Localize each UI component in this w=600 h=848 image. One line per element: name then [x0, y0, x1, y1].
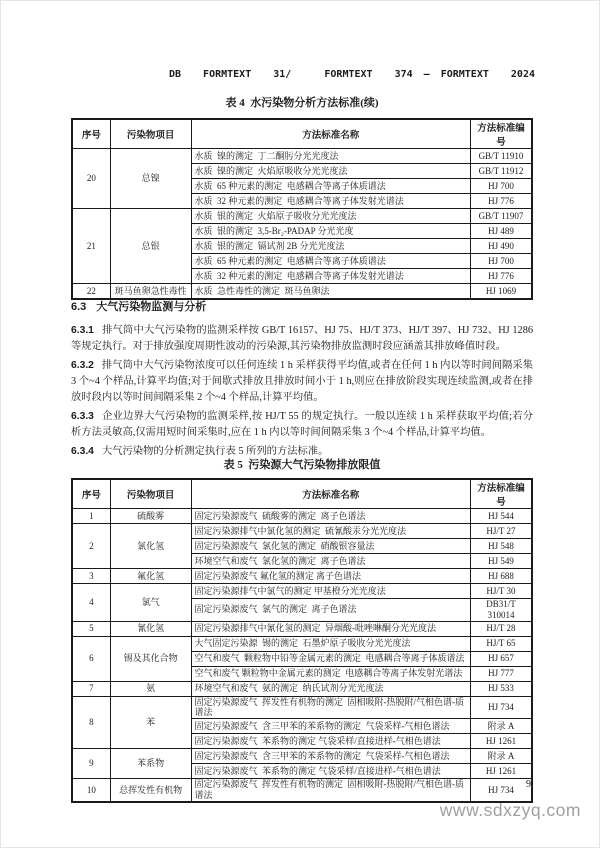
method-code: HJ 1261	[470, 764, 532, 779]
method-name: 水质 镍的测定 丁二酮肟分光光度法	[191, 149, 470, 164]
row-number: 6	[72, 636, 110, 681]
method-code: HJ 1069	[470, 284, 532, 300]
method-code: HJ 533	[470, 681, 532, 696]
section-heading	[71, 298, 533, 314]
table-row	[72, 636, 532, 651]
table-row	[72, 509, 532, 524]
method-name: 固定污染源排气中氯化氢的测定 硫氰酸汞分光光度法	[191, 524, 470, 539]
method-name: 固定污染源废气 含三甲苯的苯系物的测定 气袋采样-气相色谱法	[191, 749, 470, 764]
column-header-item: 污染物项目	[110, 479, 191, 509]
method-code: HJ 657	[470, 651, 532, 666]
column-header-no: 序号	[72, 479, 110, 509]
method-name: 固定污染源废气 苯系物的测定 气袋采样/直接进样-气相色谱法	[191, 734, 470, 749]
method-code: HJ 544	[470, 509, 532, 524]
method-code: GB/T 11910	[470, 149, 532, 164]
row-number: 1	[72, 509, 110, 524]
method-name: 空气和废气 颗粒物中金属元素的测定 电感耦合等离子体发射光谱法	[191, 666, 470, 681]
method-code: HJ/T 28	[470, 621, 532, 636]
method-code: HJ 734	[470, 779, 532, 802]
column-header-name: 方法标准名称	[191, 479, 470, 509]
table-row	[72, 621, 532, 636]
watermark-text: www.sdxzyq.com	[439, 800, 581, 820]
method-code: HJ 776	[470, 194, 532, 209]
pollutant-item: 斑马鱼卵急性毒性	[110, 284, 191, 300]
pollutant-item: 总银	[110, 209, 191, 284]
table-row	[72, 584, 532, 599]
pollutant-item: 氟化氢	[110, 569, 191, 584]
method-name: 水质 银的测定 镉试剂 2B 分光光度法	[191, 239, 470, 254]
row-number: 10	[72, 779, 110, 802]
pollutant-item: 氰化氢	[110, 621, 191, 636]
document-code: DB FORMTEXT 31/ FORMTEXT 374 — FORMTEXT 2024	[168, 69, 535, 80]
method-name: 空气和废气 颗粒物中铅等金属元素的测定 电感耦合等离子体质谱法	[191, 651, 470, 666]
pollutant-item: 苯系物	[110, 749, 191, 779]
method-code: HJ 490	[470, 239, 532, 254]
method-name: 固定污染源排气中氰化氢的测定 异烟酸-吡唑啉酮分光光度法	[191, 621, 470, 636]
method-code: GB/T 11912	[470, 164, 532, 179]
method-code: HJ 734	[470, 696, 532, 719]
method-code: HJ 776	[470, 269, 532, 284]
table-header-row	[72, 479, 532, 509]
section-6-3	[71, 298, 533, 463]
method-name: 水质 65 种元素的测定 电感耦合等离子体质谱法	[191, 254, 470, 269]
method-name: 环境空气和废气 氨的测定 纳氏试剂分光光度法	[191, 681, 470, 696]
clause-paragraph	[71, 323, 533, 355]
clause-paragraph	[71, 409, 533, 441]
method-name: 水质 32 种元素的测定 电感耦合等离子体发射光谱法	[191, 269, 470, 284]
table-row	[72, 149, 532, 164]
section-title: 大气污染物监测与分析	[96, 301, 207, 313]
method-name: 水质 急性毒性的测定 斑马鱼卵法	[191, 284, 470, 300]
table-row	[72, 749, 532, 764]
pollutant-item: 锡及其化合物	[110, 636, 191, 681]
method-name: 固定污染源废气 挥发性有机物的测定 固相吸附-热脱附/气相色谱-质谱法	[191, 696, 470, 719]
row-number: 21	[72, 209, 110, 284]
row-number: 3	[72, 569, 110, 584]
method-code: HJ/T 27	[470, 524, 532, 539]
column-header-item: 污染物项目	[110, 119, 191, 149]
column-header-name: 方法标准名称	[191, 119, 470, 149]
pollutant-item: 总镍	[110, 149, 191, 209]
method-name: 大气固定污染源 锡的测定 石墨炉原子吸收分光光度法	[191, 636, 470, 651]
method-code: GB/T 11907	[470, 209, 532, 224]
method-code: HJ 688	[470, 569, 532, 584]
column-header-code: 方法标准编号	[470, 479, 532, 509]
clause-text: 企业边界大气污染物的监测采样,按 HJ/T 55 的规定执行。一般以连续 1 h 采样获取平均值;若分析方法灵敏高,仅需用短时间采集时,应在 1 h 内以等时间间隔采集 3 个~4 个样品,计算平均值。	[71, 411, 533, 438]
method-code: HJ 548	[470, 539, 532, 554]
clause-text: 排气筒中大气污染物的监测采样按 GB/T 16157、HJ 75、HJ/T 373、HJ/T 397、HJ 732、HJ 1286 等规定执行。对于排放强度周期性波动的污染源,其污染物排放监测时段应涵盖其排放峰值时段。	[71, 325, 533, 352]
method-code: HJ 777	[470, 666, 532, 681]
method-name: 水质 银的测定 3,5-Br₂-PADAP 分光光度	[191, 224, 470, 239]
method-name: 水质 镍的测定 火焰原吸收分光光度法	[191, 164, 470, 179]
method-code: DB31/T 310014	[470, 599, 532, 622]
table-header-row	[72, 119, 532, 149]
table-row	[72, 569, 532, 584]
pollutant-item: 氯化氢	[110, 524, 191, 569]
row-number: 7	[72, 681, 110, 696]
method-name: 固定污染源废气 硫酸雾的测定 离子色谱法	[191, 509, 470, 524]
water-pollutant-methods-table	[71, 118, 533, 300]
row-number: 5	[72, 621, 110, 636]
clause-paragraph	[71, 358, 533, 406]
table-row	[72, 284, 532, 300]
method-name: 水质 65 种元素的测定 电感耦合等离子体质谱法	[191, 179, 470, 194]
pollutant-item: 总挥发性有机物	[110, 779, 191, 802]
table-row	[72, 524, 532, 539]
column-header-code: 方法标准编号	[470, 119, 532, 149]
pollutant-item: 硫酸雾	[110, 509, 191, 524]
table5-title: 表 5 污染源大气污染物排放限值	[223, 459, 381, 471]
page-number: 9	[526, 779, 531, 790]
clause-list	[71, 323, 533, 460]
table4-title: 表 4 水污染物分析方法标准(续)	[225, 97, 379, 109]
method-name: 固定污染源废气 氟化氢的测定 离子色谱法	[191, 569, 470, 584]
table-row	[72, 681, 532, 696]
method-code: HJ 489	[470, 224, 532, 239]
table-row	[72, 696, 532, 719]
section-number: 6.3	[71, 301, 87, 313]
method-name: 固定污染源废气 苯系物的测定 气袋采样/直接进样-气相色谱法	[191, 764, 470, 779]
row-number: 8	[72, 696, 110, 749]
clause-text: 大气污染物的分析测定执行表 5 所列的方法标准。	[101, 446, 329, 457]
table-row	[72, 209, 532, 224]
method-code: HJ 549	[470, 554, 532, 569]
pollutant-item: 苯	[110, 696, 191, 749]
row-number: 20	[72, 149, 110, 209]
row-number: 4	[72, 584, 110, 622]
method-code: HJ/T 30	[470, 584, 532, 599]
method-code: HJ/T 65	[470, 636, 532, 651]
method-code: HJ 700	[470, 254, 532, 269]
column-header-no: 序号	[72, 119, 110, 149]
method-code: 附录 A	[470, 719, 532, 734]
method-code: HJ 700	[470, 179, 532, 194]
row-number: 2	[72, 524, 110, 569]
row-number: 22	[72, 284, 110, 300]
method-name: 环境空气和废气 氯化氢的测定 离子色谱法	[191, 554, 470, 569]
method-code: HJ 1261	[470, 734, 532, 749]
clause-number: 6.3.3	[71, 411, 94, 422]
clause-number: 6.3.4	[71, 446, 94, 457]
method-name: 水质 银的测定 火焰原子吸收分光光度法	[191, 209, 470, 224]
row-number: 9	[72, 749, 110, 779]
clause-text: 排气筒中大气污染物浓度可以任何连续 1 h 采样获得平均值,或者在任何 1 h 内以等时间间隔采集 3 个~4 个样品,计算平均值;对于间歇式排放且排放时间小于 1 h,则应在排放阶段实现连续监测,或者在排放时段内以等时间间隔采集 2 个~4 个样品,计算平均值。	[71, 360, 533, 403]
method-name: 固定污染源排气中氯气的测定 甲基橙分光光度法	[191, 584, 470, 599]
clause-number: 6.3.1	[71, 325, 94, 336]
air-pollutant-limits-table	[71, 478, 533, 803]
method-name: 固定污染源废气 氯化氢的测定 硝酸银容量法	[191, 539, 470, 554]
clause-number: 6.3.2	[71, 360, 94, 371]
method-name: 水质 32 种元素的测定 电感耦合等离子体发射光谱法	[191, 194, 470, 209]
method-code: 附录 A	[470, 749, 532, 764]
pollutant-item: 氨	[110, 681, 191, 696]
method-name: 固定污染源废气 氯气的测定 离子色谱法	[191, 599, 470, 622]
pollutant-item: 氯气	[110, 584, 191, 622]
method-name: 固定污染源废气 挥发性有机物的测定 固相吸附-热脱附/气相色谱-质谱法	[191, 779, 470, 802]
method-name: 固定污染源废气 含三甲苯的苯系物的测定 气袋采样-气相色谱法	[191, 719, 470, 734]
